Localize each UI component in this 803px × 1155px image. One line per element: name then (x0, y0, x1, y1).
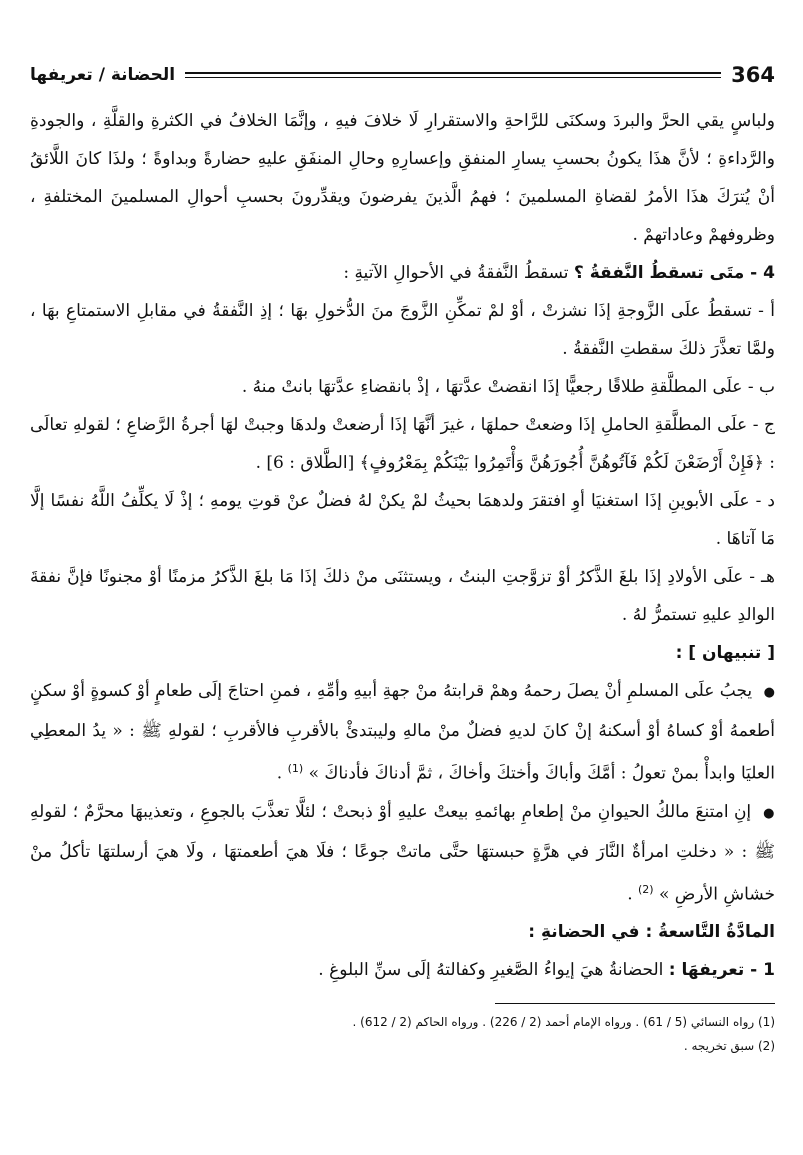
footnotes (30, 1010, 775, 1058)
notice-two-text: إنِ امتنعَ مالكُ الحيوانِ منْ إطعامِ بهائمهِ بيعتْ عليهِ أوْ ذبحتْ ؛ لئلَّا تعذَّبَ بالجوعِ ، وتعذيبهَا محرَّمٌ ؛ لقولهِ ﷺ : « دخلتِ امرأةٌ النَّارَ في هرَّةٍ حبستهَا حتَّى ماتتْ جوعًا ؛ فلَا هيَ أطعمتهَا ، ولَا هيَ أرسلتهَا تأكلُ منْ خشاشِ الأرضِ » (30, 801, 775, 905)
notice-one: ● يجبُ علَى المسلمِ أنْ يصلَ رحمهُ وهمْ قرابتهُ منْ جهةِ أبيهِ وأمِّهِ ، فمنِ احتاجَ إلَى طعامٍ أوْ كسوةٍ أوْ سكنٍ أطعمهُ أوْ كساهُ أوْ أسكنهُ إنْ كانَ لديهِ فضلٌ منْ مالهِ وليبتدئْ بالأقربِ فالأقربِ ؛ لقولهِ ﷺ : « يدُ المعطِي العليَا وابدأْ بمنْ تعولُ : أمَّكَ وأباكَ وأختكَ وأخاكَ ، ثمَّ أدناكَ فأدناكَ » $^{(1)}$ . (30, 672, 775, 793)
notice-heading: [ تنبيهان ] : (675, 643, 775, 663)
item-a: أ - تسقطُ علَى الزَّوجةِ إذَا نشزتْ ، أوْ لمْ تمكِّنِ الزَّوجَ منَ الدُّخولِ بهَا ؛ إذِ النَّفقةُ في مقابلِ الاستمتاعِ بهَا ، ولمَّا تعذَّرَ ذلكَ سقطتِ النَّفقةُ . (30, 301, 775, 359)
footnote-1: (1) رواه النسائي (5 / 61) . ورواه الإمام أحمد (2 / 226) . ورواه الحاكم (2 / 612) . (352, 1015, 775, 1030)
page-header (30, 60, 775, 90)
paragraph-when-expense-drops (30, 254, 775, 292)
item-b: ب - علَى المطلَّقةِ طلاقًا رجعيًّا إذَا انقضتْ عدَّتهَا ، إذْ بانقضاءِ عدَّتهَا بانتْ منهُ . (241, 377, 775, 397)
page-number: 364 (731, 63, 775, 87)
page-body (30, 102, 775, 989)
definition-label: 1 - تعريفهَا : (668, 960, 775, 981)
footnote-ref-2: (2) (638, 882, 654, 896)
book-page (30, 60, 775, 1058)
definition (30, 951, 775, 989)
footnote-divider (495, 1003, 775, 1004)
item-d: د - علَى الأبوينِ إذَا استغنيَا أوِ افتقرَ ولدهمَا بحيثُ لمْ يكنْ لهُ فضلٌ عنْ قوتِ يومهِ ؛ إذْ لَا يكلِّفُ اللَّهُ نفسًا إلَّا مَا آتاهَا . (30, 491, 775, 549)
running-title: الحضانة / تعريفها (30, 65, 176, 85)
footnote-2: (2) سبق تخريجه . (683, 1039, 775, 1054)
question-text: تسقطُ النَّفقةُ في الأحوالِ الآتيةِ : (343, 263, 569, 283)
item-c: ج - علَى المطلَّقةِ الحاملِ إذَا وضعتْ حملهَا ، غيرَ أنَّهَا إذَا أرضعتْ ولدهَا وجبتْ لهَا أجرةُ الرَّضاعِ ؛ لقولهِ تعالَى : ﴿فَإِنْ أَرْضَعْنَ لَكُمْ فَآتُوهُنَّ أُجُورَهُنَّ وَأْتَمِرُوا بَيْنَكُمْ بِمَعْرُوفٍ﴾ [الطَّلاق : 6] . (30, 415, 775, 473)
footnote-ref-1: (1) (287, 762, 304, 775)
header-rule (185, 72, 721, 78)
section-heading: المادَّةُ التَّاسعةُ : في الحضانةِ : (528, 922, 775, 943)
definition-text: الحضانةُ هيَ إيواءُ الصَّغيرِ وكفالتهُ إلَى سنِّ البلوغِ . (318, 960, 664, 981)
notice-one-text: يجبُ علَى المسلمِ أنْ يصلَ رحمهُ وهمْ قرابتهُ منْ جهةِ أبيهِ وأمِّهِ ، فمنِ احتاجَ إلَى طعامٍ أوْ كسوةٍ أوْ سكنٍ أطعمهُ أوْ كساهُ أوْ أسكنهُ إنْ كانَ لديهِ فضلٌ منْ مالهِ وليبتدئْ بالأقربِ فالأقربِ ؛ لقولهِ ﷺ : « يدُ المعطِي العليَا وابدأْ بمنْ تعولُ : أمَّكَ وأباكَ وأختكَ وأخاكَ ، ثمَّ أدناكَ فأدناكَ » (30, 681, 775, 784)
paragraph-intro: ولباسٍ يقي الحرَّ والبردَ وسكنَى للرَّاحةِ والاستقرارِ لَا خلافَ فيهِ ، وإنَّمَا الخلافُ في الكثرةِ والقلَّةِ ، والجودةِ والرَّداءةِ ؛ لأنَّ هذَا يكونُ بحسبِ يسارِ المنفقِ وإعسارِهِ وحالِ المنفَقِ عليهِ حضارةً وبداوةً ؛ ولذَا كانَ اللَّائقُ أنْ يُترَكَ هذَا الأمرُ لقضاةِ المسلمينَ ؛ فهمُ الَّذينَ يفرضونَ ويقدِّرونَ بحسبِ أحوالِ المسلمينَ المختلفةِ ، وظروفهمْ وعاداتهمْ . (30, 111, 775, 245)
question-heading: 4 - متَى تسقطُ النَّفقةُ ؟ (573, 263, 775, 283)
item-e: هـ - علَى الأولادِ إذَا بلغَ الذَّكرُ أوْ تزوَّجتِ البنتُ ، ويستثنَى منْ ذلكَ إذَا مَا بلغَ الذَّكرُ مزمنًا أوْ مجنونًا فإنَّ نفقةَ الوالدِ عليهِ تستمرُّ لهُ . (30, 567, 775, 625)
notice-two: ● إنِ امتنعَ مالكُ الحيوانِ منْ إطعامِ بهائمهِ بيعتْ عليهِ أوْ ذبحتْ ؛ لئلَّا تعذَّبَ بالجوعِ ، وتعذيبهَا محرَّمٌ ؛ لقولهِ ﷺ : « دخلتِ امرأةٌ النَّارَ في هرَّةٍ حبستهَا حتَّى ماتتْ جوعًا ؛ فلَا هيَ أطعمتهَا ، ولَا هيَ أرسلتهَا تأكلُ منْ خشاشِ الأرضِ » $^{(2)}$ . (30, 793, 775, 914)
